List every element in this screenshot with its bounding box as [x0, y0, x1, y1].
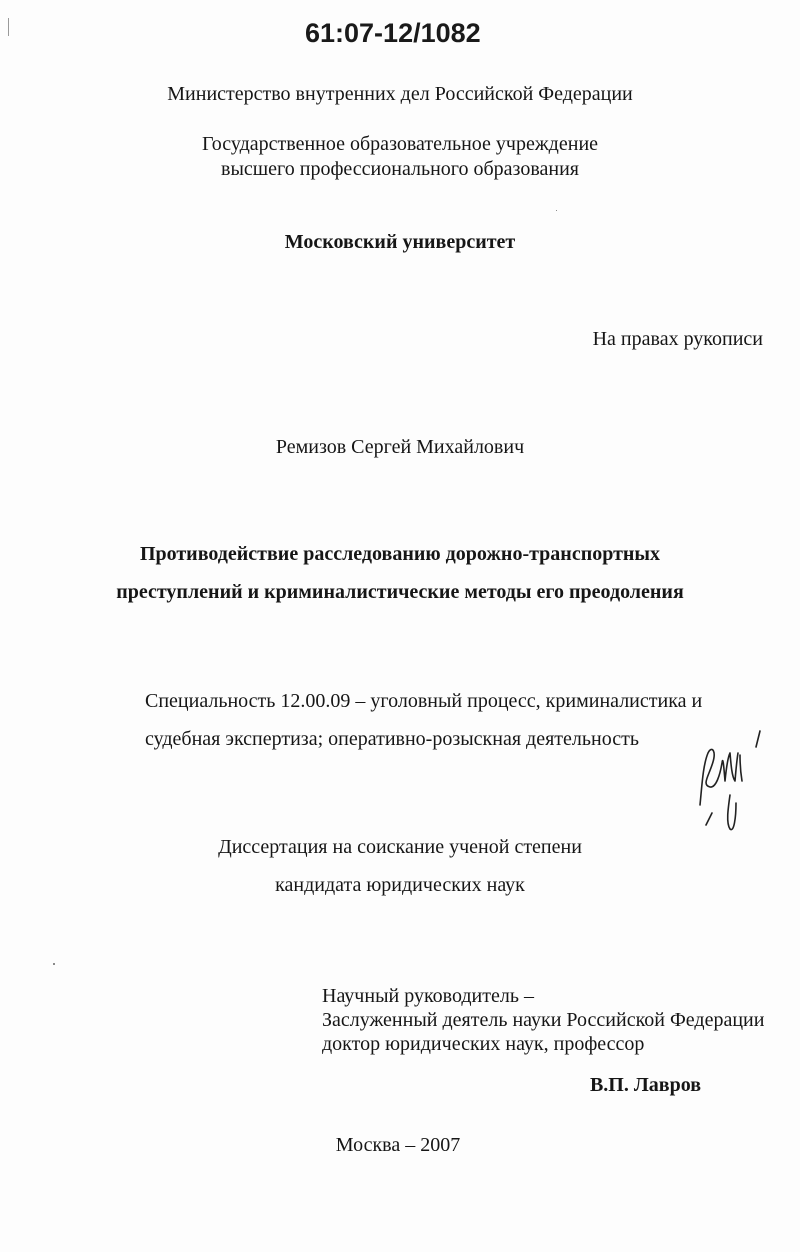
degree-line-2: кандидата юридических наук	[275, 874, 525, 896]
specialty-line-2: судебная экспертиза; оперативно-розыскная деятельность	[145, 728, 639, 750]
university-name: Московский университет	[284, 231, 516, 253]
scan-edge-mark	[8, 18, 9, 36]
supervisor-label: Научный руководитель –	[322, 985, 534, 1007]
degree-line-1: Диссертация на соискание ученой степени	[218, 836, 582, 858]
author-name: Ремизов Сергей Михайлович	[275, 436, 525, 458]
institution-line-2: высшего профессионального образования	[221, 158, 579, 180]
manuscript-note: На правах рукописи	[592, 328, 763, 350]
supervisor-name: В.П. Лавров	[589, 1074, 701, 1096]
handwritten-signature	[690, 725, 770, 840]
thesis-title-line-2: преступлений и криминалистические методы его преодоления	[116, 581, 684, 603]
supervisor-title-2: доктор юридических наук, профессор	[322, 1033, 645, 1055]
catalog-stamp: 61:07-12/1082	[305, 18, 481, 48]
institution-line-1: Государственное образовательное учреждение	[201, 133, 599, 155]
scan-speck	[53, 963, 55, 965]
specialty-line-1: Специальность 12.00.09 – уголовный процесс, криминалистика и	[145, 690, 703, 712]
scan-speck	[556, 210, 557, 211]
thesis-title-line-1: Противодействие расследованию дорожно-транспортных	[139, 543, 661, 565]
supervisor-title-1: Заслуженный деятель науки Российской Федерации	[322, 1009, 765, 1031]
city-and-year: Москва – 2007	[335, 1134, 461, 1156]
ministry-name: Министерство внутренних дел Российской Федерации	[167, 83, 633, 105]
